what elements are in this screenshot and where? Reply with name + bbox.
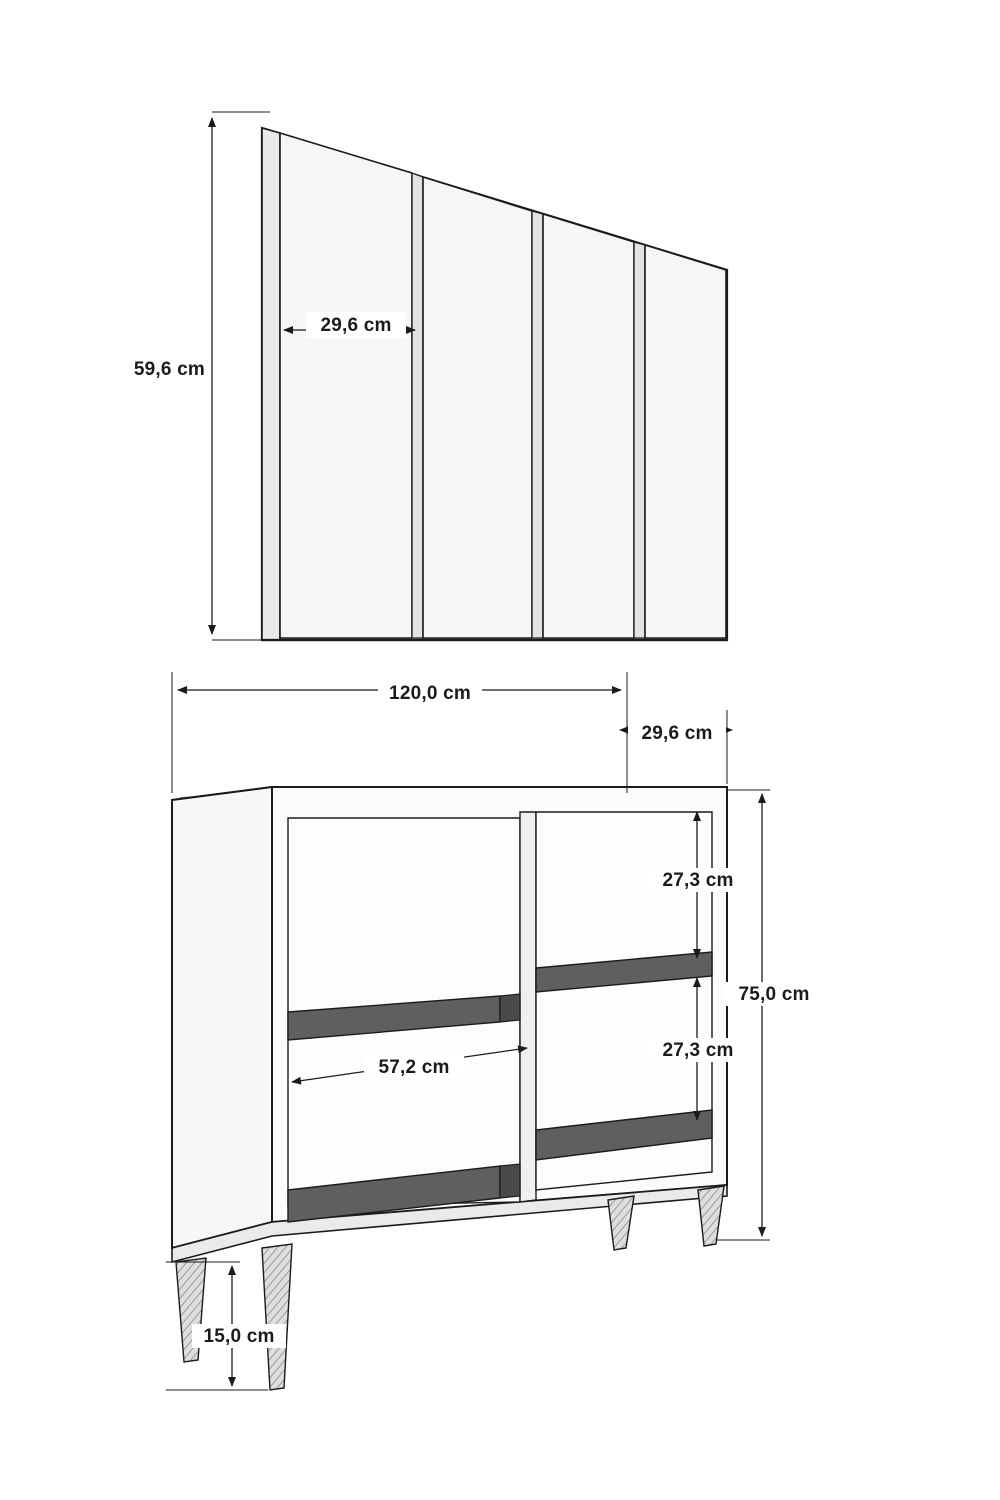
wall-panel-left-edge bbox=[262, 128, 280, 640]
console-shelf-left-middle-edge bbox=[500, 994, 520, 1022]
wall-panel-door-4[interactable] bbox=[645, 245, 726, 638]
dim-label-leg-height: 15,0 cm bbox=[203, 1326, 275, 1347]
wall-panel-door-3[interactable] bbox=[543, 214, 634, 638]
dim-label-console-width: 120,0 cm bbox=[389, 683, 471, 704]
wall-panel-gap-2 bbox=[532, 211, 543, 638]
dim-label-compartment-width: 57,2 cm bbox=[378, 1057, 450, 1078]
dim-label-console-height: 75,0 cm bbox=[738, 984, 810, 1005]
dim-label-console-depth: 29,6 cm bbox=[641, 723, 713, 744]
wall-panel-gap-3 bbox=[634, 242, 645, 638]
console-shelf-left-bottom-edge bbox=[500, 1164, 520, 1198]
dim-label-panel-height: 59,6 cm bbox=[133, 359, 205, 380]
dim-label-shelf-gap-upper: 27,3 cm bbox=[662, 870, 734, 891]
console-left-side-panel bbox=[172, 787, 272, 1248]
wall-panel-gap-1 bbox=[412, 173, 423, 638]
dim-label-shelf-gap-lower: 27,3 cm bbox=[662, 1040, 734, 1061]
console-center-divider bbox=[520, 812, 536, 1202]
wall-panel-door-2[interactable] bbox=[423, 177, 532, 638]
wall-panel-door-1[interactable] bbox=[280, 133, 412, 638]
dim-label-door-width: 29,6 cm bbox=[320, 315, 392, 336]
